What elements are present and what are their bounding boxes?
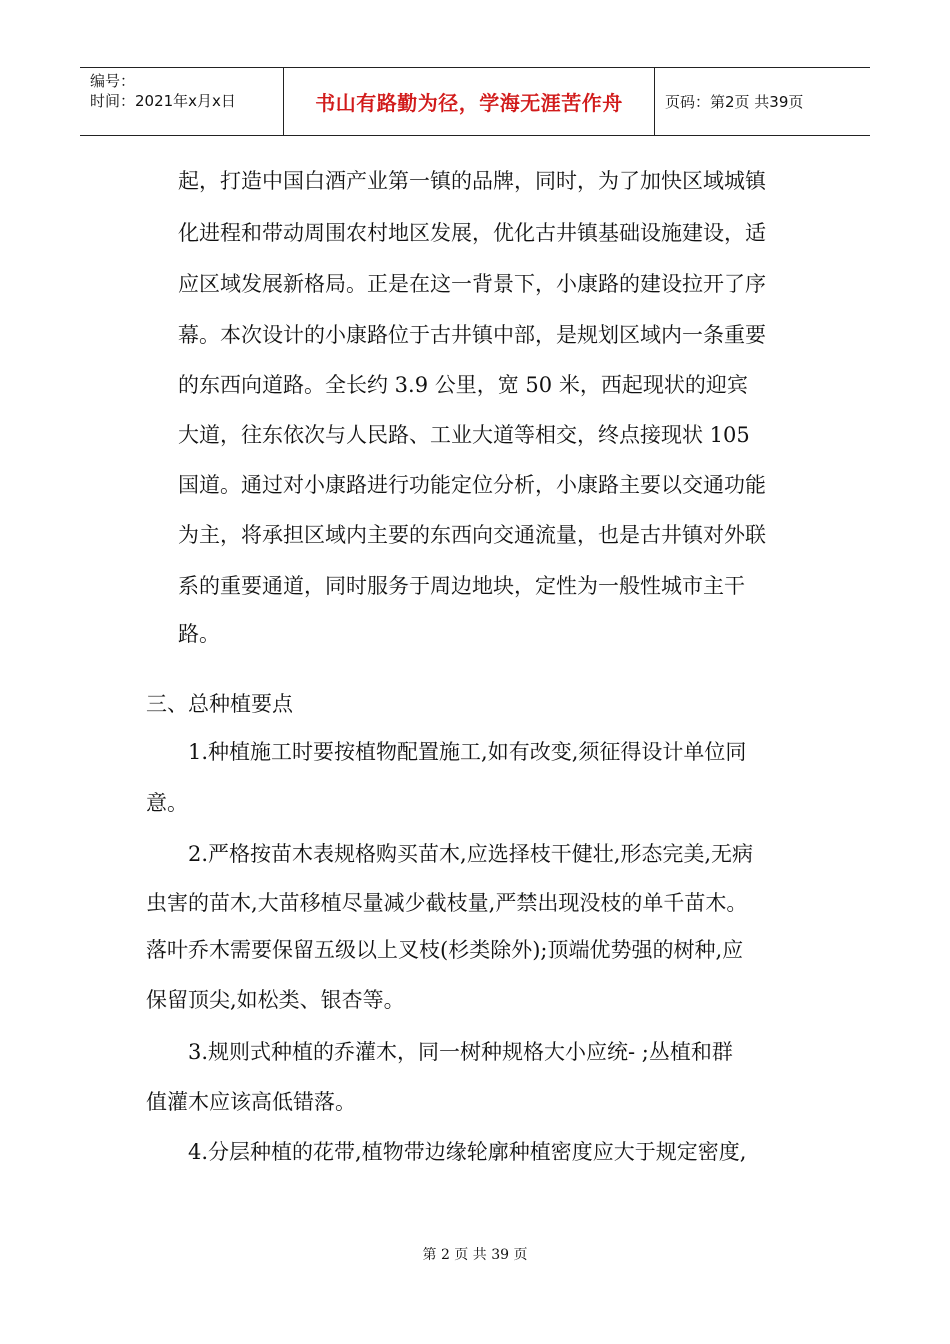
paragraph-line: 应区域发展新格局。正是在这一背景下，小康路的建设拉开了序 xyxy=(178,272,766,296)
paragraph-line: 起，打造中国白酒产业第一镇的品牌，同时，为了加快区域城镇 xyxy=(178,169,766,193)
paragraph-line: 落叶乔木需要保留五级以上叉枝(杉类除外);顶端优势强的树种,应 xyxy=(146,938,744,962)
paragraph-line: 1.种植施工时要按植物配置施工,如有改变,须征得设计单位同 xyxy=(188,740,747,764)
paragraph-line: 意。 xyxy=(146,791,188,815)
paragraph-line: 化进程和带动周围农村地区发展，优化古井镇基础设施建设，适 xyxy=(178,221,766,245)
page-label: 页码：第2页 共39页 xyxy=(665,93,804,111)
paragraph-line: 为主，将承担区域内主要的东西向交通流量，也是古井镇对外联 xyxy=(178,523,766,547)
motto-text: 书山有路勤为径，学海无涯苦作舟 xyxy=(315,91,623,115)
paragraph-line: 路。 xyxy=(178,622,220,646)
header-motto-cell xyxy=(283,68,655,135)
paragraph-line: 保留顶尖,如松类、银杏等。 xyxy=(146,988,405,1012)
paragraph-line: 国道。通过对小康路进行功能定位分析，小康路主要以交通功能 xyxy=(178,473,766,497)
paragraph-line: 3.规则式种植的乔灌木，同一树种规格大小应统- ;丛植和群 xyxy=(188,1040,733,1064)
paragraph-line: 系的重要通道，同时服务于周边地块，定性为一般性城市主干 xyxy=(178,574,745,598)
header-meta xyxy=(80,68,283,135)
paragraph-line: 值灌木应该高低错落。 xyxy=(146,1090,356,1114)
section-heading: 三、总种植要点 xyxy=(146,692,293,716)
paragraph-line: 幕。本次设计的小康路位于古井镇中部，是规划区域内一条重要 xyxy=(178,323,766,347)
header-page-cell xyxy=(655,68,870,135)
paragraph-line: 2.严格按苗木表规格购买苗木,应选择枝干健壮,形态完美,无病 xyxy=(188,842,754,866)
document-header xyxy=(80,67,870,136)
page-footer: 第 2 页 共 39 页 xyxy=(422,1247,528,1263)
paragraph-line: 虫害的苗木,大苗移植尽量减少截枝量,严禁出现没枝的单千苗木。 xyxy=(146,891,748,915)
number-label: 编号： xyxy=(90,72,136,90)
paragraph-line: 的东西向道路。全长约 3.9 公里，宽 50 米，西起现状的迎宾 xyxy=(178,373,748,397)
paragraph-line: 4.分层种植的花带,植物带边缘轮廓种植密度应大于规定密度, xyxy=(188,1140,747,1164)
date-label: 时间：2021年x月x日 xyxy=(90,92,236,110)
paragraph-line: 大道，往东依次与人民路、工业大道等相交，终点接现状 105 xyxy=(178,423,750,447)
